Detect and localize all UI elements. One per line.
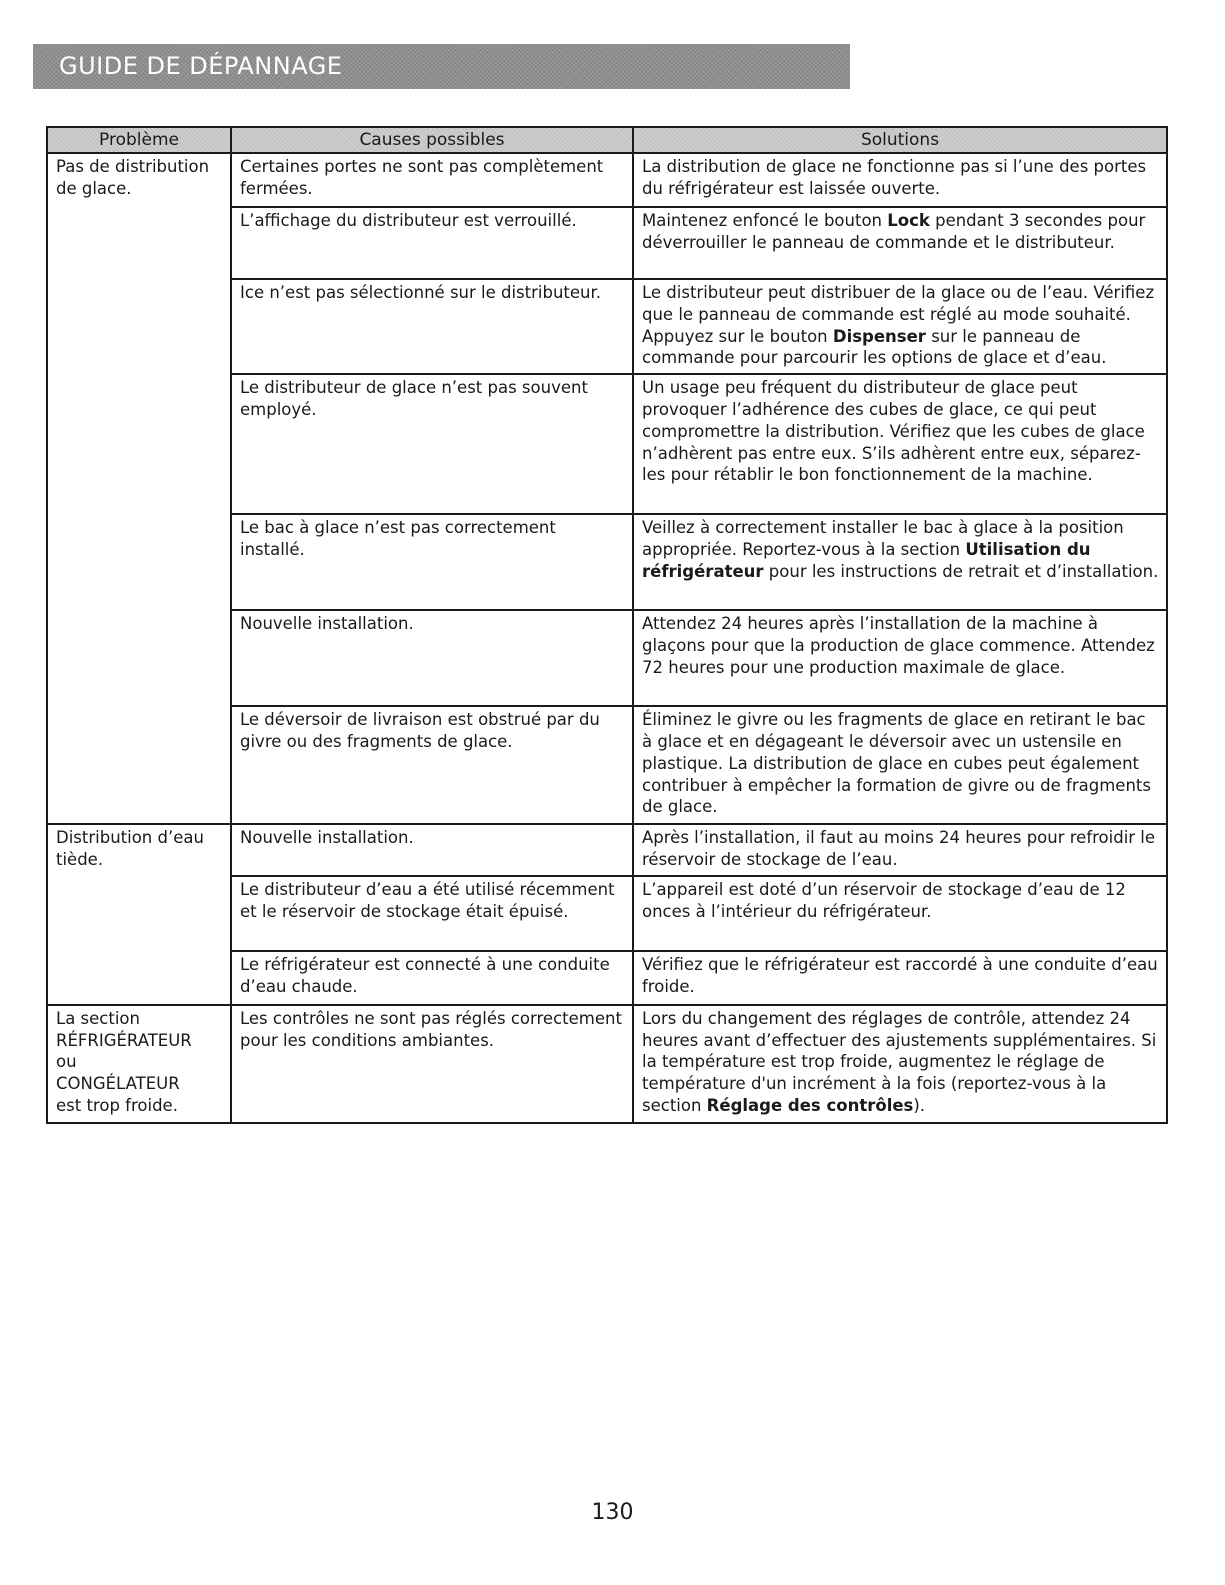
cause-cell: Le bac à glace n’est pas correctement installé.: [231, 514, 633, 610]
cause-cell: Ice n’est pas sélectionné sur le distributeur.: [231, 279, 633, 374]
solution-text: Lors du changement des réglages de contrôle, attendez 24 heures avant d’effectuer des ajustements supplémentaires. Si la température est trop froide, augmentez le réglage de température d'un incrément à la fois (reportez-vous à la section: [642, 1008, 1157, 1115]
problem-cell: Distribution d’eau tiède.: [47, 824, 231, 1005]
problem-line: est trop froide.: [56, 1095, 178, 1115]
header-solutions: Solutions: [633, 127, 1167, 153]
solution-cell: L’appareil est doté d’un réservoir de stockage d’eau de 12 onces à l’intérieur du réfrigérateur.: [633, 876, 1167, 951]
table-row: [47, 824, 1167, 876]
cause-cell: Le réfrigérateur est connecté à une conduite d’eau chaude.: [231, 951, 633, 1005]
cause-cell: Certaines portes ne sont pas complètement fermées.: [231, 153, 633, 207]
solution-cell: [633, 514, 1167, 610]
solution-cell: [633, 279, 1167, 374]
solution-text: sur le panneau de commande pour parcourir les options de glace et d’eau.: [642, 326, 1107, 368]
table-row: [47, 1005, 1167, 1123]
cause-cell: Nouvelle installation.: [231, 824, 633, 876]
problem-cell: [47, 1005, 231, 1123]
banner-title: GUIDE DE DÉPANNAGE: [59, 52, 343, 80]
solution-text: ).: [913, 1095, 926, 1115]
table-header-row: [47, 127, 1167, 153]
solution-cell: [633, 1005, 1167, 1123]
solution-cell: Un usage peu fréquent du distributeur de glace peut provoquer l’adhérence des cubes de glace, ce qui peut compromettre la distribution. Vérifiez que les cubes de glace n’adhèrent pas entre eux. S’ils adhèrent entre eux, séparez-les pour rétablir le bon fonctionnement de la machine.: [633, 374, 1167, 514]
solution-cell: Attendez 24 heures après l’installation de la machine à glaçons pour que la production de glace commence. Attendez 72 heures pour une production maximale de glace.: [633, 610, 1167, 706]
page-number: 130: [591, 1500, 634, 1525]
solution-cell: Vérifiez que le réfrigérateur est raccordé à une conduite d’eau froide.: [633, 951, 1167, 1005]
problem-line: CONGÉLATEUR: [56, 1074, 180, 1094]
cause-cell: Les contrôles ne sont pas réglés correctement pour les conditions ambiantes.: [231, 1005, 633, 1123]
cause-cell: Le déversoir de livraison est obstrué par du givre ou des fragments de glace.: [231, 706, 633, 824]
solution-text: Le distributeur peut distribuer de la glace ou de l’eau. Vérifiez que le panneau de commande est réglé au mode souhaité. Appuyez sur le bouton: [642, 283, 1155, 346]
solution-emphasis: Lock: [887, 211, 930, 230]
cause-cell: Nouvelle installation.: [231, 610, 633, 706]
table-row: [47, 153, 1167, 207]
header-problem: Problème: [47, 127, 231, 153]
solution-text: pendant 3 secondes pour déverrouiller le panneau de commande et le distributeur.: [642, 211, 1146, 252]
troubleshooting-table: [46, 126, 1168, 1124]
solution-cell: [633, 207, 1167, 279]
solution-cell: Éliminez le givre ou les fragments de glace en retirant le bac à glace et en dégageant le déversoir avec un ustensile en plastique. La distribution de glace en cubes peut également contribuer à empêcher la formation de givre ou de fragments de glace.: [633, 706, 1167, 824]
problem-cell: Pas de distribution de glace.: [47, 153, 231, 824]
solution-cell: Après l’installation, il faut au moins 24 heures pour refroidir le réservoir de stockage de l’eau.: [633, 824, 1167, 876]
solution-emphasis: Dispenser: [832, 326, 926, 346]
section-banner: [33, 44, 850, 89]
problem-line: La section: [56, 1008, 140, 1028]
problem-line: RÉFRIGÉRATEUR: [56, 1030, 192, 1050]
cause-cell: Le distributeur d’eau a été utilisé récemment et le réservoir de stockage était épuisé.: [231, 876, 633, 951]
problem-line: ou: [56, 1052, 77, 1072]
solution-emphasis: Réglage des contrôles: [706, 1095, 914, 1115]
solution-text: Maintenez enfoncé le bouton: [642, 211, 888, 230]
solution-text: pour les instructions de retrait et d’installation.: [763, 561, 1159, 581]
solution-emphasis: Utilisation du réfrigérateur: [642, 539, 1091, 581]
header-causes: Causes possibles: [231, 127, 633, 153]
cause-cell: L’affichage du distributeur est verrouillé.: [231, 207, 633, 279]
solution-cell: La distribution de glace ne fonctionne pas si l’une des portes du réfrigérateur est laissée ouverte.: [633, 153, 1167, 207]
cause-cell: Le distributeur de glace n’est pas souvent employé.: [231, 374, 633, 514]
solution-text: Veillez à correctement installer le bac à glace à la position appropriée. Reportez-vous à la section: [642, 518, 1124, 559]
